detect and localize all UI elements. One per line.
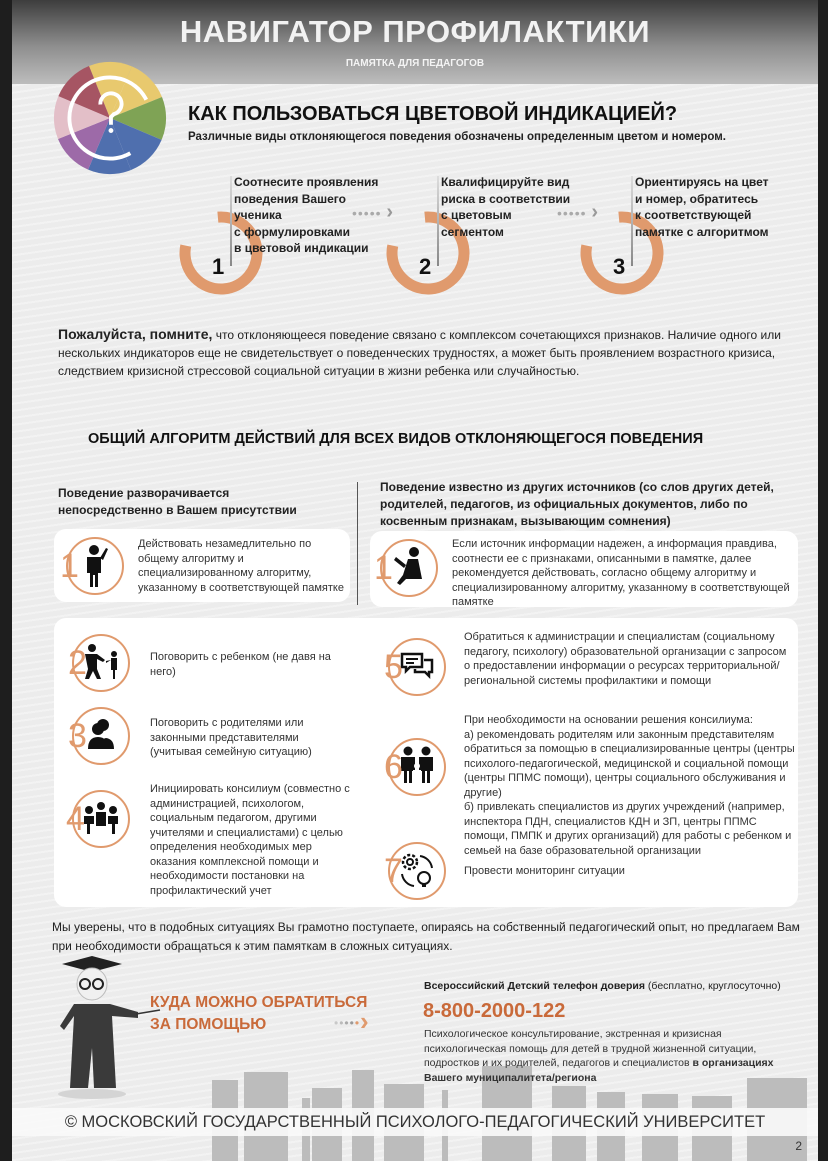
dotted-arrow-icon: ••••• › [557,201,600,223]
step-text: Инициировать консилиум (совместно с администрацией, психологом, социальным педагогом, другими учителями и специалистами) с целью определения необходимых мер оказания комплексной помощи и необходимости постановки на профилактический учет [150,783,350,897]
step-number: 7 [384,852,403,890]
orange-arrow-icon: •••••› [334,1006,370,1036]
color-indication-subtitle: Различные виды отклоняющегося поведения обозначены определенным цветом и номером. [188,131,726,143]
step-line: к соответствующей [635,208,752,222]
step-number: 2 [419,254,432,279]
right-step1-card [370,531,798,607]
step-option-a: а) рекомендовать родителям или законным представителям обратиться за помощью в специализированные центры (центры психолого-педагогической, медицинской и социальной помощи (центры ППМС помощи), центры социального обслуживания и другие) [464,728,795,799]
step-line: Квалифицируйте вид [441,175,570,189]
step-option-b: б) привлекать специалистов из других учреждений (например, инспектора ПДН, специалистов КДН и ЗП, центры ППМС помощи, ПМПК и других организаций) для работы с ребенком и семьей на базе образовательной организации [464,801,792,857]
teacher-figure-icon [52,952,162,1100]
step-line: с цветовым [441,208,512,222]
step-text: Обратиться к администрации и специалистам (социальному педагогу, психологу) образовательной организации с запросом о предоставлении информации о ресурсах территориальной/региональной системы профилактики и помощи [464,631,787,687]
left-step1-card [54,529,350,602]
hotline-desc-bold: в организациях Вашего муниципалитета/региона [424,1057,774,1084]
step-line: и номер, обратитесь [635,191,759,206]
step-line: в цветовой индикации [234,241,369,255]
color-indication-title: КАК ПОЛЬЗОВАТЬСЯ ЦВЕТОВОЙ ИНДИКАЦИЕЙ? [188,103,678,125]
step-line: ученика [234,208,282,222]
step-line: Соотнесите проявления [234,175,379,189]
where-line-1: КУДА МОЖНО ОБРАТИТЬСЯ [150,994,368,1011]
algorithm-steps-card [54,618,798,907]
step-number: 4 [66,800,85,838]
algorithm-title: ОБЩИЙ АЛГОРИТМ ДЕЙСТВИЙ ДЛЯ ВСЕХ ВИДОВ ОТКЛОНЯЮЩЕГОСЯ ПОВЕДЕНИЯ [88,431,704,447]
step-text: Поговорить с родителями или законными представителями (учитывая семейную ситуацию) [150,717,312,758]
step-line: поведения Вашего [234,191,346,206]
step-text: Действовать незамедлительно по общему алгоритму и специализированному алгоритму, указанному в соответствующей памятке [138,538,344,594]
step-text: Если источник информации надежен, а информация правдива, соотнести ее с признаками, описанными в памятке, далее рекомендуется действовать, согласно общему алгоритму и специализированному алгоритму, указанному в соответствующей памятке [452,538,790,608]
step-line: риска в соответствии [441,191,571,206]
left-column-heading: Поведение разворачивается непосредственно в Вашем присутствии [58,486,297,517]
remember-paragraph [58,325,798,380]
step-divider [230,176,232,266]
dotted-arrow-icon: ••••• › [352,201,395,223]
step-number: 1 [212,254,225,279]
step-number: 1 [374,549,393,587]
step-intro: При необходимости на основании решения консилиума: [464,714,753,726]
step-number: 2 [68,644,87,682]
hotline-name: Всероссийский Детский телефон доверия [424,980,646,992]
step-number: 3 [68,717,87,755]
hotline-desc-text: Психологическое консультирование, экстренная и кризисная психологическая помощь для детей в трудной жизненной ситуации, подростков и их родителей, педагогов и специалистов [424,1028,757,1069]
step-line: памятке с алгоритмом [635,224,769,239]
step-number: 5 [384,648,403,686]
remember-text: что отклоняющееся поведение связано с комплексом сочетающихся признаков. Наличие одного или нескольких индикаторов еще не свидетельствует о поведенческих трудностях, а может быть проявлением возрастного кризиса, следствием кризисной стрессовой социальной ситуации в жизни ребенка или случайностью. [58,328,781,378]
column-divider [357,482,358,605]
step-number: 6 [384,748,403,786]
page [12,0,818,1161]
step-text: Поговорить с ребенком (не давя на него) [150,651,331,678]
step-text [635,174,795,240]
color-wheel-question-icon [52,60,168,176]
hotline-label [424,980,781,992]
where-line-2: ЗА ПОМОЩЬЮ [150,1016,267,1033]
step-divider [437,176,439,266]
header-subtitle: ПАМЯТКА ДЛЯ ПЕДАГОГОВ [345,58,485,69]
hotline-note: (бесплатно, круглосуточно) [645,980,781,992]
hotline-description [424,1027,804,1085]
footer-copyright: © МОСКОВСКИЙ ГОСУДАРСТВЕННЫЙ ПСИХОЛОГО-ПЕДАГОГИЧЕСКИЙ УНИВЕРСИТЕТ [12,1108,818,1136]
step-text [464,713,799,858]
right-column-heading: Поведение известно из других источников (со слов других детей, родителей, педагогов, из официальных документов, либо по косвенным признакам, вызывающим сомнения) [380,480,774,528]
step-number: 3 [613,254,626,279]
step-line: с формулировками [234,224,351,239]
header-title: НАВИГАТОР ПРОФИЛАКТИКИ [179,14,651,49]
step-number: 1 [60,547,79,585]
step-line: сегментом [441,224,504,239]
remember-lead: Пожалуйста, помните, [58,326,213,342]
step-text: Провести мониторинг ситуации [464,865,625,877]
step-divider [631,176,633,266]
hotline-phone-number[interactable]: 8-800-2000-122 [423,1000,566,1022]
page-number: 2 [795,1139,802,1153]
closing-paragraph: Мы уверены, что в подобных ситуациях Вы грамотно поступаете, опираясь на собственный педагогический опыт, но предлагаем Вам при необходимости обращаться к этим памяткам в сложных ситуациях. [52,920,800,953]
step-line: Ориентируясь на цвет [635,175,769,189]
